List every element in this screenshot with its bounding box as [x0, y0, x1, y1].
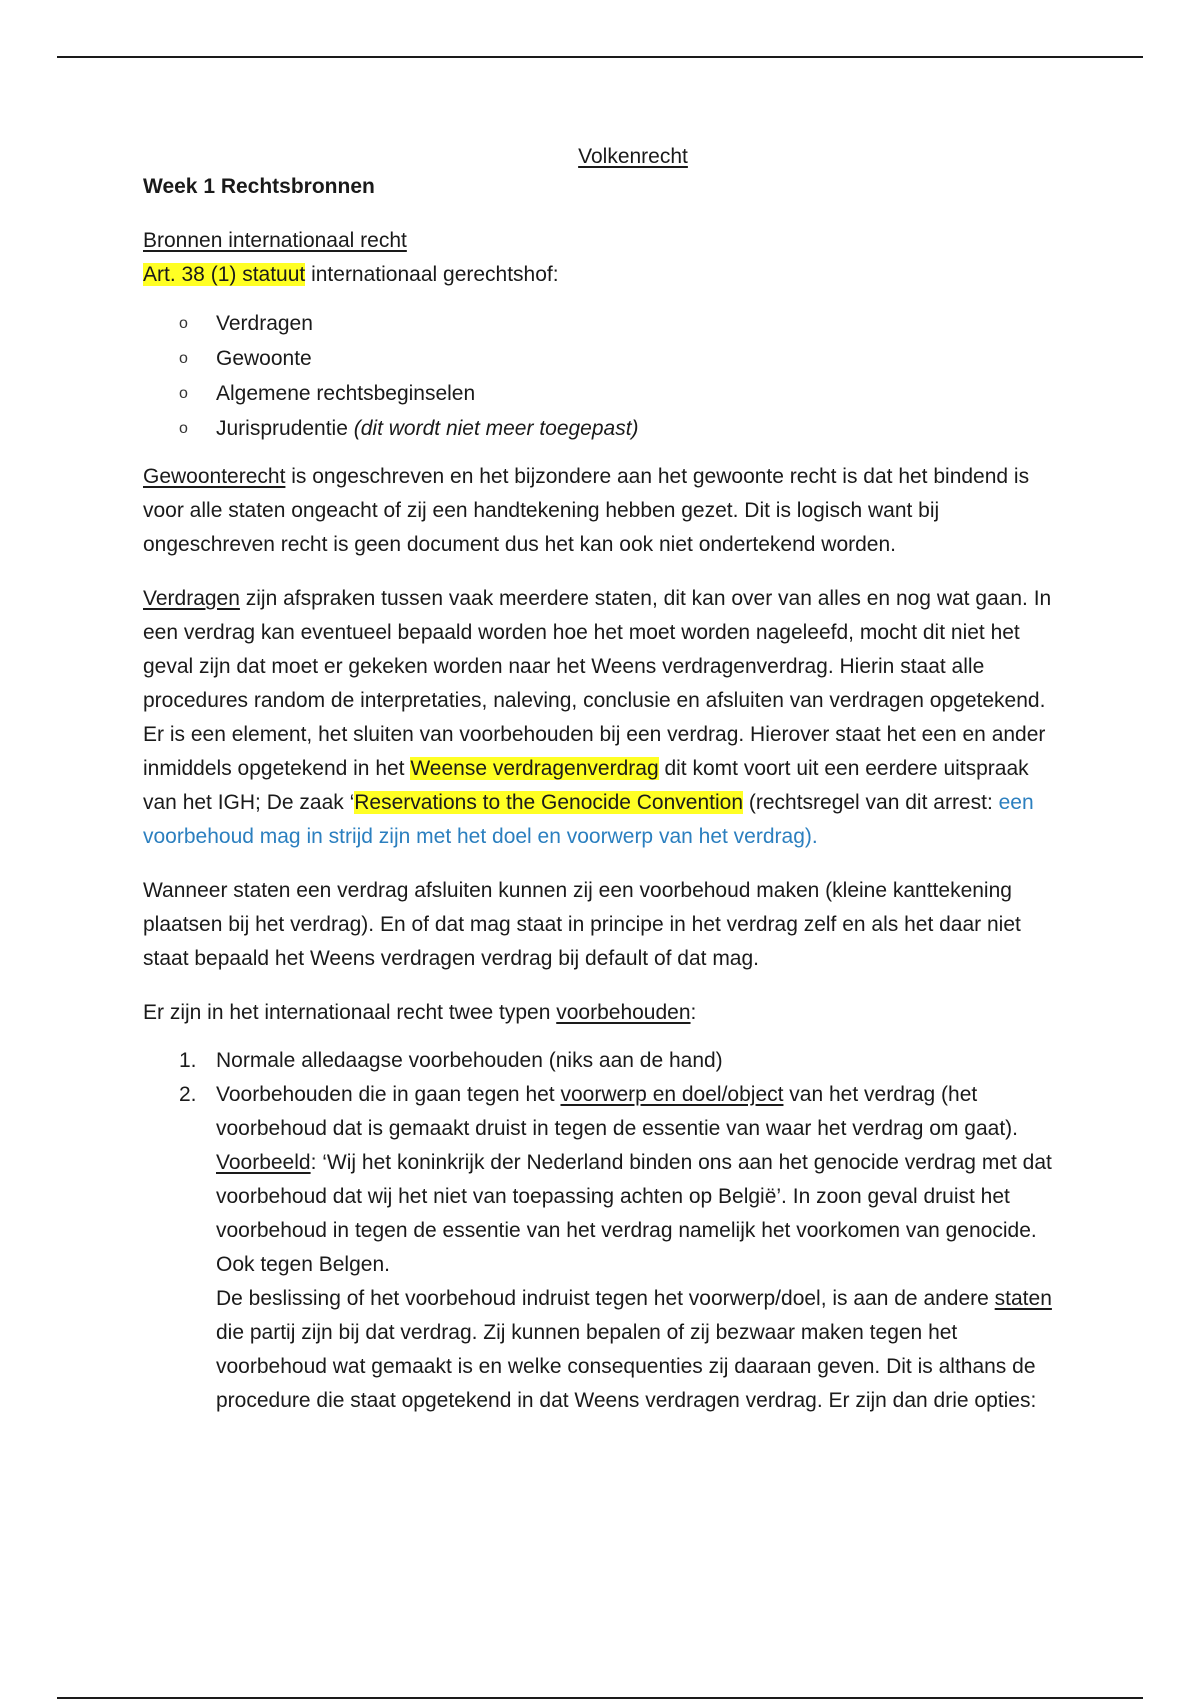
voorbehoud-paragraph: Wanneer staten een verdrag afsluiten kunnen zij een voorbehoud maken (kleine kanttekening plaatsen bij het verdrag). En of dat mag staat in principe in het verdrag zelf en als het daar niet staat bepaald het Weens verdragen verdrag bij default of dat mag.: [143, 879, 1021, 970]
legal-rule-text: een voorbehoud mag in strijd zijn met het doel en voorwerp van het verdrag).: [143, 791, 1034, 848]
example-paragraph: Voorbeeld: ‘Wij het koninkrijk der Nederland binden ons aan het genocide verdrag met dat voorbehoud dat wij het niet van toepassing achten op België’. In zoon geval druist het voorbehoud in tegen de essentie van het verdrag namelijk het voorkomen van genocide. Ook tegen Belgen.: [216, 1151, 1052, 1276]
document-title: Volkenrecht: [578, 145, 688, 168]
week-heading: Week 1 Rechtsbronnen: [143, 175, 375, 198]
circle-bullet-icon: o: [179, 350, 188, 367]
document-page: [143, 140, 1063, 1418]
types-intro: Er zijn in het internationaal recht twee typen voorbehouden:: [143, 1001, 697, 1024]
list-item: 1. Normale alledaagse voorbehouden (niks aan de hand): [143, 1044, 1063, 1078]
genocide-case-highlight: Reservations to the Genocide Convention: [354, 791, 744, 814]
decision-paragraph: De beslissing of het voorbehoud indruist tegen het voorwerp/doel, is aan de andere staten die partij zijn bij dat verdrag. Zij kunnen bepalen of zij bezwaar maken tegen het voorbehoud wat gemaakt is en welke consequenties zij daaraan geven. Dit is althans de procedure die staat opgetekend in dat Weens verdragen verdrag. Er zijn dan drie opties:: [216, 1287, 1052, 1412]
list-item: o Jurisprudentie (dit wordt niet meer toegepast): [143, 411, 1063, 446]
sources-heading: Bronnen internationaal recht: [143, 229, 407, 252]
list-item-note: (dit wordt niet meer toegepast): [353, 417, 639, 440]
list-item: o Algemene rechtsbeginselen: [143, 376, 1063, 411]
list-item: o Verdragen: [143, 306, 1063, 341]
list-item: 2. Voorbehouden die in gaan tegen het voorwerp en doel/object van het verdrag (het voorbehoud dat is gemaakt druist in tegen de essentie van waar het verdrag om gaat). Voorbeeld: ‘Wij het koninkrijk der Nederland binden ons aan het genocide verdrag met dat voorbehoud dat wij het niet van toepassing achten op België’. In zoon geval druist het voorbehoud in tegen de essentie van het verdrag namelijk het voorkomen van genocide. Ook tegen Belgen. De beslissing of het voorbehoud indruist tegen het voorwerp/doel, is aan de andere staten die partij zijn bij dat verdrag. Zij kunnen bepalen of zij bezwaar maken tegen het voorbehoud wat gemaakt is en welke consequenties zij daaraan geven. Dit is althans de procedure die staat opgetekend in dat Weens verdragen verdrag. Er zijn dan drie opties:: [143, 1078, 1063, 1418]
sources-list: [143, 306, 1063, 446]
gewoonterecht-paragraph: Gewoonterecht is ongeschreven en het bijzondere aan het gewoonte recht is dat het bindend is voor alle staten ongeacht of zij een handtekening hebben gezet. Dit is logisch want bij ongeschreven recht is geen document dus het kan ook niet ondertekend worden.: [143, 465, 1030, 556]
list-number: 2.: [179, 1083, 197, 1106]
circle-bullet-icon: o: [179, 385, 188, 402]
top-rule: [57, 56, 1143, 58]
weense-highlight: Weense verdragenverdrag: [410, 757, 659, 780]
list-item: o Gewoonte: [143, 341, 1063, 376]
article-reference: Art. 38 (1) statuut internationaal gerechtshof:: [143, 263, 559, 286]
circle-bullet-icon: o: [179, 315, 188, 332]
reservation-types-list: [143, 1044, 1063, 1418]
article-highlight: Art. 38 (1) statuut: [143, 263, 306, 286]
verdragen-paragraph: Verdragen zijn afspraken tussen vaak meerdere staten, dit kan over van alles en nog wat gaan. In een verdrag kan eventueel bepaald worden hoe het moet worden nageleefd, mocht dit niet het geval zijn dat moet er gekeken worden naar het Weens verdragenverdrag. Hierin staat alle procedures random de interpretaties, naleving, conclusie en afsluiten van verdragen opgetekend. Er is een element, het sluiten van voorbehouden bij een verdrag. Hierover staat het een en ander inmiddels opgetekend in het Weense verdragenverdrag dit komt voort uit een eerdere uitspraak van het IGH; De zaak ‘Reservations to the Genocide Convention (rechtsregel van dit arrest: een voorbehoud mag in strijd zijn met het doel en voorwerp van het verdrag).: [143, 587, 1052, 848]
list-number: 1.: [179, 1049, 197, 1072]
circle-bullet-icon: o: [179, 420, 188, 437]
bottom-rule: [57, 1697, 1143, 1699]
